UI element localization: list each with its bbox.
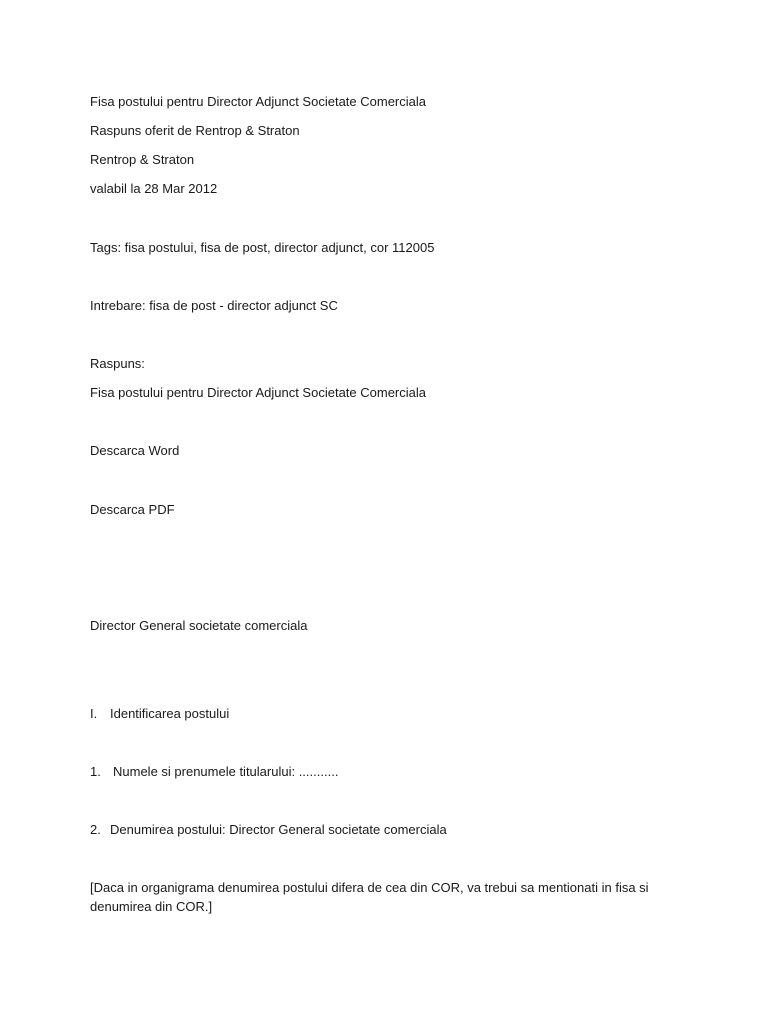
- note-paragraph: [Daca in organigrama denumirea postului difera de cea din COR, va trebui sa mentionati in fisa si denumirea din COR.]: [90, 880, 649, 914]
- list-item-text: Numele si prenumele titularului: ...........: [113, 764, 339, 779]
- download-word-link[interactable]: Descarca Word: [90, 443, 180, 458]
- section-title: Identificarea postului: [110, 706, 230, 721]
- list-item: [90, 821, 447, 839]
- validity-date: valabil la 28 Mar 2012: [90, 181, 218, 196]
- section-heading: [90, 705, 229, 723]
- answer-label: Raspuns:: [90, 356, 145, 371]
- list-item-number: 2.: [90, 822, 101, 837]
- list-item-number: 1.: [90, 764, 101, 779]
- tags-line: Tags: fisa postului, fisa de post, director adjunct, cor 112005: [90, 240, 435, 255]
- author-line: Rentrop & Straton: [90, 152, 195, 167]
- answer-title: Fisa postului pentru Director Adjunct Societate Comerciala: [90, 385, 426, 400]
- document-subtitle: Director General societate comerciala: [90, 618, 308, 633]
- download-pdf-link[interactable]: Descarca PDF: [90, 502, 175, 517]
- list-item: [90, 763, 338, 781]
- list-item-text: Denumirea postului: Director General societate comerciala: [110, 822, 447, 837]
- question-line: Intrebare: fisa de post - director adjunct SC: [90, 298, 338, 313]
- source-line: Raspuns oferit de Rentrop & Straton: [90, 123, 300, 138]
- document-title: Fisa postului pentru Director Adjunct Societate Comerciala: [90, 94, 426, 109]
- section-number: I.: [90, 706, 98, 721]
